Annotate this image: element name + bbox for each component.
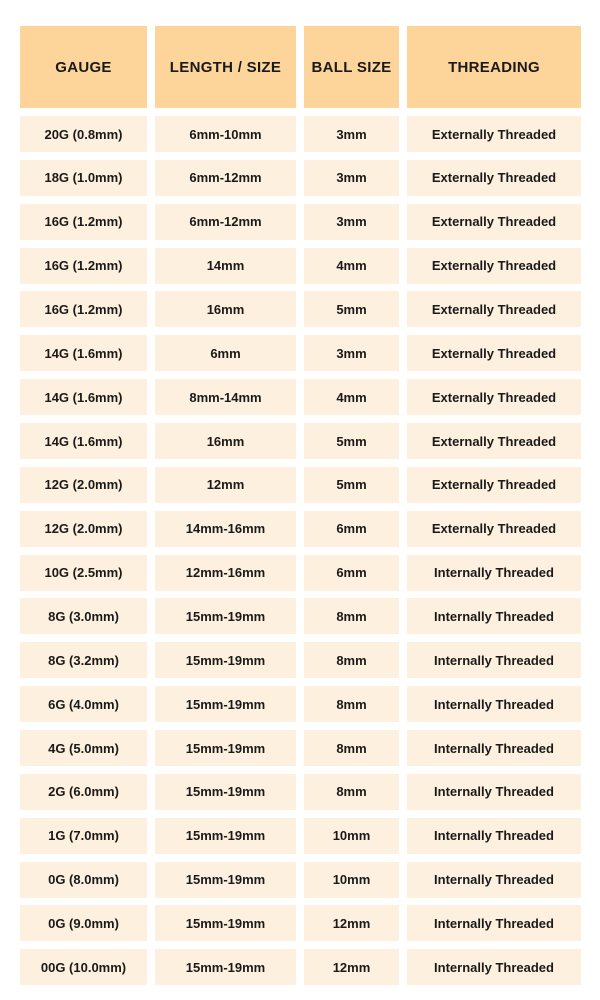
length-cell: 15mm-19mm [155, 598, 296, 634]
threading-cell: Externally Threaded [407, 511, 581, 547]
length-cell: 15mm-19mm [155, 774, 296, 810]
gauge-cell: 16G (1.2mm) [20, 204, 147, 240]
gauge-cell: 16G (1.2mm) [20, 248, 147, 284]
table-row [20, 335, 581, 371]
threading-cell: Internally Threaded [407, 905, 581, 941]
table-row [20, 467, 581, 503]
length-cell: 15mm-19mm [155, 642, 296, 678]
ball-size-cell: 10mm [304, 862, 399, 898]
table-row [20, 730, 581, 766]
threading-cell: Externally Threaded [407, 248, 581, 284]
length-cell: 12mm [155, 467, 296, 503]
threading-cell: Externally Threaded [407, 423, 581, 459]
gauge-cell: 12G (2.0mm) [20, 511, 147, 547]
gauge-cell: 14G (1.6mm) [20, 379, 147, 415]
table-row [20, 555, 581, 591]
gauge-cell: 2G (6.0mm) [20, 774, 147, 810]
gauge-cell: 16G (1.2mm) [20, 291, 147, 327]
threading-cell: Externally Threaded [407, 467, 581, 503]
threading-cell: Internally Threaded [407, 774, 581, 810]
table-row [20, 423, 581, 459]
gauge-cell: 1G (7.0mm) [20, 818, 147, 854]
table-body [20, 116, 581, 985]
threading-cell: Internally Threaded [407, 949, 581, 985]
table-row [20, 818, 581, 854]
threading-cell: Externally Threaded [407, 335, 581, 371]
table-row [20, 905, 581, 941]
gauge-cell: 4G (5.0mm) [20, 730, 147, 766]
ball-size-cell: 6mm [304, 555, 399, 591]
length-cell: 6mm-12mm [155, 204, 296, 240]
threading-cell: Externally Threaded [407, 291, 581, 327]
length-cell: 15mm-19mm [155, 818, 296, 854]
table-row [20, 598, 581, 634]
table-header-row [20, 26, 581, 108]
threading-cell: Externally Threaded [407, 160, 581, 196]
gauge-cell: 6G (4.0mm) [20, 686, 147, 722]
ball-size-cell: 3mm [304, 204, 399, 240]
table-row [20, 686, 581, 722]
length-cell: 15mm-19mm [155, 730, 296, 766]
threading-cell: Internally Threaded [407, 598, 581, 634]
gauge-cell: 8G (3.0mm) [20, 598, 147, 634]
header-length-size: LENGTH / SIZE [155, 26, 296, 108]
ball-size-cell: 8mm [304, 598, 399, 634]
table-row [20, 160, 581, 196]
gauge-cell: 0G (9.0mm) [20, 905, 147, 941]
threading-cell: Externally Threaded [407, 379, 581, 415]
length-cell: 8mm-14mm [155, 379, 296, 415]
ball-size-cell: 5mm [304, 291, 399, 327]
length-cell: 15mm-19mm [155, 686, 296, 722]
threading-cell: Externally Threaded [407, 204, 581, 240]
threading-cell: Internally Threaded [407, 686, 581, 722]
ball-size-cell: 5mm [304, 467, 399, 503]
table-row [20, 642, 581, 678]
ball-size-cell: 3mm [304, 335, 399, 371]
gauge-cell: 00G (10.0mm) [20, 949, 147, 985]
threading-cell: Internally Threaded [407, 862, 581, 898]
table-row [20, 291, 581, 327]
ball-size-cell: 4mm [304, 248, 399, 284]
gauge-cell: 12G (2.0mm) [20, 467, 147, 503]
header-ball-size: BALL SIZE [304, 26, 399, 108]
ball-size-cell: 5mm [304, 423, 399, 459]
table-row [20, 862, 581, 898]
ball-size-cell: 4mm [304, 379, 399, 415]
threading-cell: Internally Threaded [407, 642, 581, 678]
ball-size-cell: 12mm [304, 949, 399, 985]
gauge-cell: 8G (3.2mm) [20, 642, 147, 678]
table-row [20, 511, 581, 547]
header-gauge: GAUGE [20, 26, 147, 108]
ball-size-cell: 8mm [304, 774, 399, 810]
gauge-cell: 14G (1.6mm) [20, 335, 147, 371]
length-cell: 14mm-16mm [155, 511, 296, 547]
gauge-cell: 18G (1.0mm) [20, 160, 147, 196]
length-cell: 6mm-12mm [155, 160, 296, 196]
length-cell: 16mm [155, 291, 296, 327]
ball-size-cell: 12mm [304, 905, 399, 941]
threading-cell: Internally Threaded [407, 730, 581, 766]
length-cell: 6mm-10mm [155, 116, 296, 152]
length-cell: 12mm-16mm [155, 555, 296, 591]
table-row [20, 949, 581, 985]
table-row [20, 116, 581, 152]
length-cell: 14mm [155, 248, 296, 284]
ball-size-cell: 3mm [304, 116, 399, 152]
ball-size-cell: 3mm [304, 160, 399, 196]
threading-cell: Externally Threaded [407, 116, 581, 152]
table-row [20, 379, 581, 415]
ball-size-cell: 8mm [304, 686, 399, 722]
length-cell: 15mm-19mm [155, 949, 296, 985]
ball-size-cell: 8mm [304, 730, 399, 766]
gauge-cell: 0G (8.0mm) [20, 862, 147, 898]
length-cell: 15mm-19mm [155, 862, 296, 898]
length-cell: 6mm [155, 335, 296, 371]
gauge-cell: 14G (1.6mm) [20, 423, 147, 459]
ball-size-cell: 10mm [304, 818, 399, 854]
threading-cell: Internally Threaded [407, 555, 581, 591]
gauge-cell: 10G (2.5mm) [20, 555, 147, 591]
threading-cell: Internally Threaded [407, 818, 581, 854]
table-row [20, 204, 581, 240]
header-threading: THREADING [407, 26, 581, 108]
length-cell: 15mm-19mm [155, 905, 296, 941]
gauge-cell: 20G (0.8mm) [20, 116, 147, 152]
gauge-size-table [20, 26, 581, 993]
table-row [20, 248, 581, 284]
length-cell: 16mm [155, 423, 296, 459]
ball-size-cell: 8mm [304, 642, 399, 678]
ball-size-cell: 6mm [304, 511, 399, 547]
table-row [20, 774, 581, 810]
